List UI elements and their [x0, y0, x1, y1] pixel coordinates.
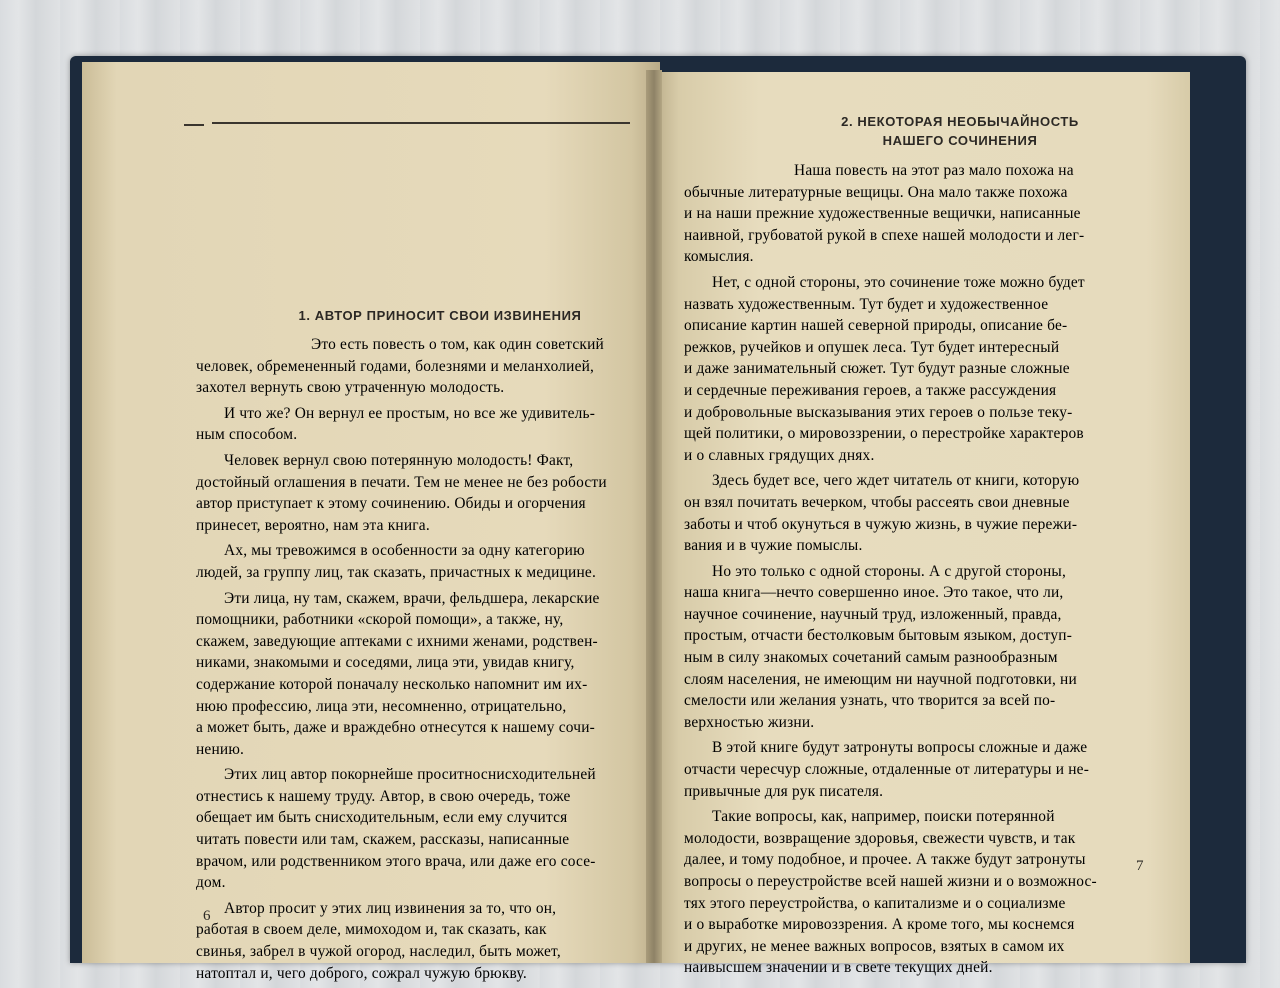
chapter-title-left: 1. АВТОР ПРИНОСИТ СВОИ ИЗВИНЕНИЯ — [298, 308, 582, 323]
paragraph: Нет, с одной стороны, это сочинение тоже можно будет назвать художественным. Тут будет и художественное описание картин нашей северной природы, описание бе- режков, ручейков и опушек леса. Тут будет интересный и даже занимательный сюжет. Тут будут разные сложные и сердечные переживания героев, а также рассуждения и добровольные высказывания этих героев о пользе теку- щей политики, о мировоззрении, о перестройке характеров и о славных грядущих днях. — [684, 273, 1085, 464]
paragraph: Ах, мы тревожимся в особенности за одну категорию людей, за группу лиц, так сказать, причастных к медицине. — [196, 542, 597, 581]
paragraph: Этих лиц автор покорнейше проситноснисходительней отнестись к нашему труду. Автор, в свою очередь, тоже обещает им быть снисходительным, если ему случится читать повести или там, скажем, рассказы, написанные врачом, или родственником этого врача, или даже его сосе- дом. — [196, 766, 596, 892]
paragraph: Автор просит у этих лиц извинения за то, что он, работая в своем деле, мимоходом и, так сказать, как свинья, забрел в чужой огород, наследил, быть может, натоптал и, чего доброго, сожрал чужую брюкву. — [196, 899, 561, 982]
paragraph: Наша повесть на этот раз мало похожа на обычные литературные вещицы. Она мало также похожа и на наши прежние художественные вещички, написанные наивной, грубоватой рукой в спехе нашей молодости и лег- комыслия. — [684, 162, 1085, 266]
right-page-text — [684, 160, 1158, 983]
chapter-title-line: 2. НЕКОТОРАЯ НЕОБЫЧАЙНОСТЬ — [841, 114, 1079, 129]
paragraph: Здесь будет все, чего ждет читатель от книги, которую он взял почитать вечерком, чтобы рассеять свои дневные заботы и чтоб окунуться в чужую жизнь, в чужие пережи- вания и в чужие помыслы. — [684, 472, 1080, 555]
page-number-left: 6 — [203, 908, 211, 924]
paragraph: И что же? Он вернул ее простым, но все же удивитель- ным способом. — [196, 404, 596, 444]
header-rule-short — [184, 124, 204, 126]
chapter-title-line: НАШЕГО СОЧИНЕНИЯ — [882, 133, 1038, 148]
paragraph: Эти лица, ну там, скажем, врачи, фельдшера, лекарские помощники, работники «скорой помощи», а также, ну, скажем, заведующие аптеками с ихними женами, родствен- никами, знакомыми и соседями, лица эти, увидав книгу, содержание которой поначалу несколько напомнит им их- нюю профессию, лица эти, несомненно, отрицательно, а может быть, даже и враждебно отнесутся к нашему сочи- нению. — [196, 589, 600, 758]
header-rule-long — [212, 122, 630, 124]
chapter-title-right — [760, 112, 1160, 150]
book-gutter — [646, 70, 662, 963]
paragraph: Такие вопросы, как, например, поиски потерянной молодости, возвращение здоровья, свежести чувств, и так далее, и тому подобное, и прочее. А также будут затронуты вопросы о переустройстве всей нашей жизни и о возможнос- тях этого переустройства, о капитализме и о социализме и о выработке мировоззрения. А кроме того, мы коснемся и других, не менее важных вопросов, взятых в самом их наивысшем значении и в свете текущих дней. — [684, 808, 1097, 977]
paragraph: Но это только с одной стороны. А с другой стороны, наша книга—нечто совершенно иное. Это такое, что ли, научное сочинение, научный труд, изложенный, правда, простым, отчасти бестолковым бытовым языком, доступ- ным в силу знакомых сочетаний самым разнообразным слоям населения, не имеющим ни научной подготовки, ни смелости или желания узнать, что творится за всей по- верхностью жизни. — [684, 562, 1077, 731]
page-number-right: 7 — [1136, 858, 1144, 874]
left-page-text — [196, 334, 636, 988]
paragraph: В этой книге будут затронуты вопросы сложные и даже отчасти чересчур сложные, отдаленные от литературы и не- привычные для рук писателя. — [684, 739, 1090, 800]
paragraph: Человек вернул свою потерянную молодость! Факт, достойный оглашения в печати. Тем не менее не без робости автор приступает к этому сочинению. Обиды и огорчения принесет, вероятно, нам эта книга. — [196, 451, 607, 534]
paragraph: Это есть повесть о том, как один советский человек, обремененный годами, болезнями и меланхолией, захотел вернуть свою утраченную молодость. — [196, 336, 604, 397]
